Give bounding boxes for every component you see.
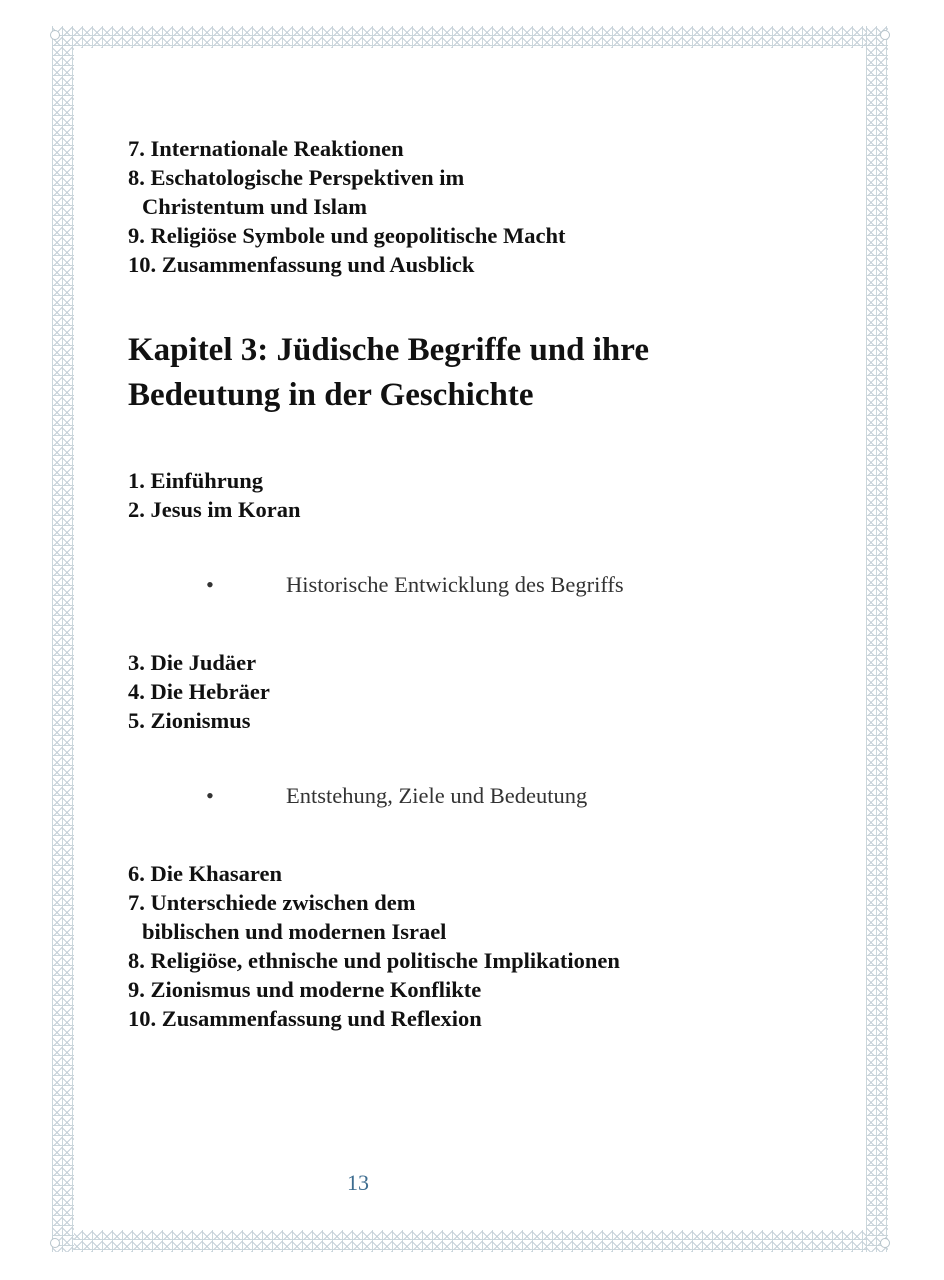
sub-bullet: [128, 570, 808, 599]
toc-list-top: [128, 134, 808, 279]
border-left: [52, 26, 74, 1252]
sub-bullet-text: Entstehung, Ziele und Bedeutung: [286, 783, 588, 808]
toc-item: 9. Zionismus und moderne Konflikte: [128, 977, 482, 1002]
bullet-dot: •: [206, 783, 214, 808]
sub-bullet: [128, 781, 808, 810]
toc-item: 3. Die Judäer: [128, 650, 257, 675]
toc-item: 10. Zusammenfassung und Ausblick: [128, 252, 475, 277]
toc-item: 8. Religiöse, ethnische und politische Implikationen: [128, 948, 620, 973]
corner-ornament: [50, 1238, 60, 1248]
page-number: 13: [347, 1170, 369, 1195]
toc-item: 6. Die Khasaren: [128, 861, 282, 886]
toc-item-continuation: Christentum und Islam: [142, 194, 368, 219]
sub-bullet-text: Historische Entwicklung des Begriffs: [286, 572, 624, 597]
border-right: [866, 26, 888, 1252]
toc-item: 8. Eschatologische Perspektiven im Christentum und Islam: [128, 163, 808, 221]
toc-item: 7. Internationale Reaktionen: [128, 136, 404, 161]
toc-item: 5. Zionismus: [128, 708, 251, 733]
toc-list-b: [128, 648, 808, 735]
bullet-dot: •: [206, 572, 214, 597]
toc-item: 1. Einführung: [128, 468, 264, 493]
toc-item: 7. Unterschiede zwischen dem biblischen und modernen Israel: [128, 888, 808, 946]
border-top: [52, 26, 888, 48]
corner-ornament: [50, 30, 60, 40]
toc-list-a: [128, 466, 808, 524]
toc-item-continuation: biblischen und modernen Israel: [142, 919, 447, 944]
toc-item: 10. Zusammenfassung und Reflexion: [128, 1006, 482, 1031]
border-bottom: [52, 1230, 888, 1252]
corner-ornament: [880, 30, 890, 40]
chapter-heading: Kapitel 3: Jüdische Begriffe und ihre Bedeutung in der Geschichte: [128, 332, 649, 413]
toc-item: 4. Die Hebräer: [128, 679, 270, 704]
toc-item: 2. Jesus im Koran: [128, 497, 301, 522]
toc-content: [128, 134, 808, 1033]
toc-list-c: [128, 859, 808, 1033]
toc-item: 9. Religiöse Symbole und geopolitische Macht: [128, 223, 566, 248]
corner-ornament: [880, 1238, 890, 1248]
